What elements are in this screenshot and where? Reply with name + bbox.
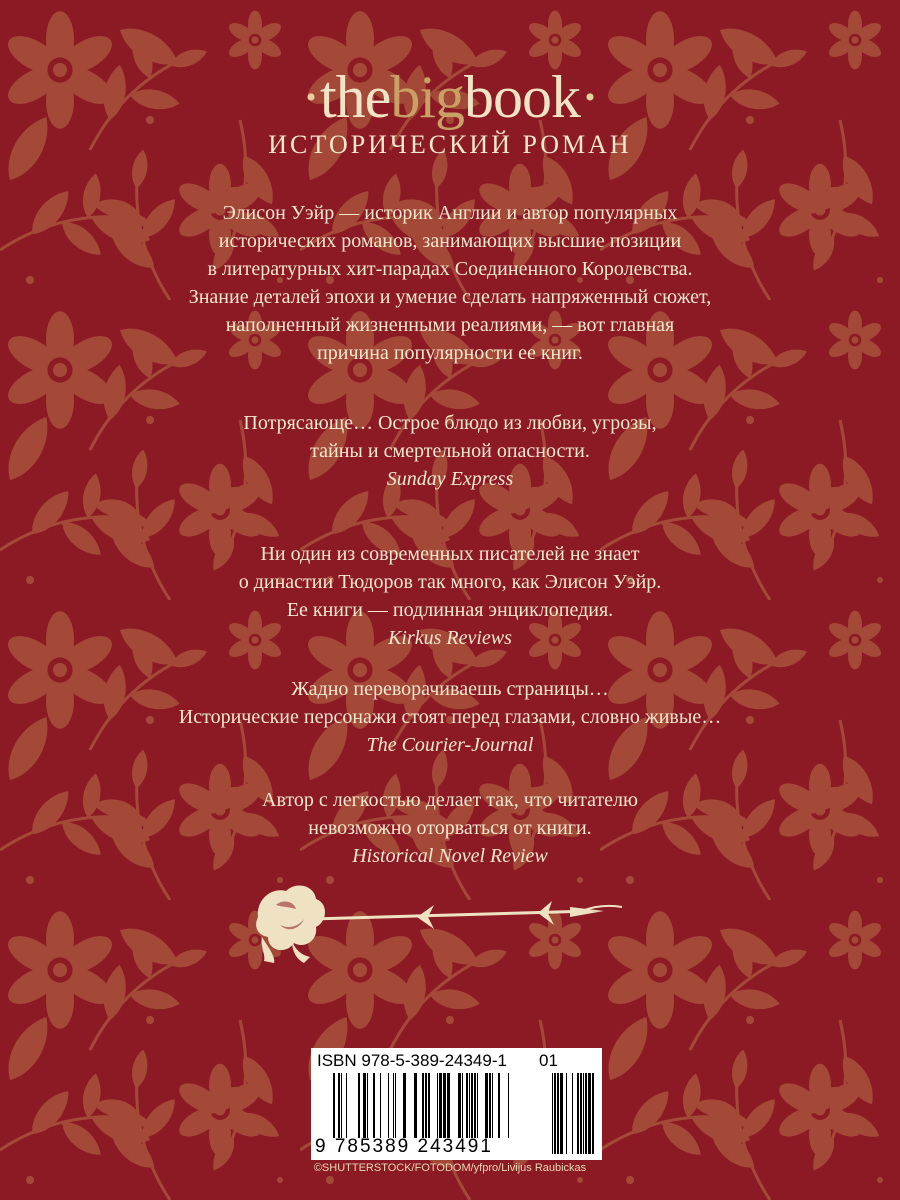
review-quote <box>150 675 750 759</box>
barcode-bar <box>338 1073 340 1138</box>
barcode-bar <box>393 1073 394 1138</box>
barcode-bar <box>341 1073 342 1138</box>
publisher-logo <box>0 62 900 132</box>
barcode-bar <box>554 1073 556 1154</box>
quote-line: тайны и смертельной опасности. <box>310 440 590 462</box>
barcode-bar <box>373 1073 375 1138</box>
barcode-bar <box>346 1073 347 1138</box>
barcode-bar <box>469 1073 470 1138</box>
barcode-bar <box>580 1073 582 1154</box>
quote-line: Ее книги — подлинная энциклопедия. <box>286 599 614 621</box>
barcode-bar <box>588 1073 591 1154</box>
barcode-bar <box>403 1073 406 1138</box>
isbn-addon: 01 <box>539 1051 558 1070</box>
barcode-bar <box>388 1073 389 1138</box>
barcode-bar <box>437 1073 438 1138</box>
author-description <box>150 199 750 367</box>
barcode-bar <box>422 1073 424 1138</box>
barcode-bar <box>395 1073 396 1138</box>
barcode-bar <box>358 1073 360 1138</box>
logo-dot-left: · <box>301 64 320 130</box>
quote-line: о династии Тюдоров так много, как Элисон Уэйр. <box>238 571 662 593</box>
quote-line: Исторические персонажи стоят перед глазами, словно живые… <box>178 706 722 728</box>
quote-line: Автор с легкостью делает так, что читателю <box>262 789 638 811</box>
barcode-bar <box>592 1073 594 1154</box>
logo-book: book <box>463 64 580 130</box>
barcode-bar <box>560 1073 563 1154</box>
quote-line: невозможно оторваться от книги. <box>308 817 592 839</box>
barcode-bar <box>466 1073 468 1138</box>
barcode-bar <box>577 1073 579 1154</box>
series-genre: ИСТОРИЧЕСКИЙ РОМАН <box>268 130 632 159</box>
barcode-bar <box>508 1073 509 1138</box>
barcode-bar <box>439 1073 442 1138</box>
about-line: Знание деталей эпохи и умение сделать напряженный сюжет, <box>188 286 712 308</box>
about-line: наполненный жизненными реалиями, — вот главная <box>225 314 675 336</box>
barcode-bar <box>492 1073 493 1138</box>
review-quote <box>150 540 750 652</box>
barcode-bar <box>428 1073 430 1138</box>
quote-line: Потрясающе… Острое блюдо из любви, угрозы, <box>243 412 657 434</box>
barcode-bar <box>471 1073 473 1138</box>
barcode-bar <box>585 1073 587 1154</box>
barcode-bar <box>498 1073 500 1138</box>
barcode-bar <box>425 1073 427 1138</box>
barcode-bar <box>485 1073 488 1138</box>
ean-digits: 9 785389 243491 <box>315 1136 493 1157</box>
quote-source: Kirkus Reviews <box>388 627 512 649</box>
barcode-bar <box>477 1073 478 1138</box>
barcode-bar <box>489 1073 491 1138</box>
barcode-bar <box>566 1073 567 1154</box>
about-line: исторических романов, занимающих высшие позиции <box>218 230 682 252</box>
about-line: причина популярности ее книг. <box>317 342 583 364</box>
quote-line: Жадно переворачиваешь страницы… <box>291 678 609 700</box>
barcode-bar <box>414 1073 417 1138</box>
logo-big: big <box>390 64 464 130</box>
review-quote <box>150 409 750 493</box>
barcode-bar <box>462 1073 463 1138</box>
about-line: Элисон Уэйр — историк Англии и автор популярных <box>222 202 678 224</box>
barcode-bar <box>572 1073 573 1154</box>
isbn-number: ISBN 978-5-389-24349-1 <box>317 1051 507 1070</box>
barcode-bar <box>363 1073 366 1138</box>
logo-the: the <box>320 64 391 130</box>
barcode-bar <box>367 1073 368 1138</box>
quote-line: Ни один из современных писателей не знает <box>260 543 640 565</box>
barcode-bar <box>458 1073 461 1138</box>
barcode-bar <box>380 1073 381 1138</box>
review-quote <box>150 786 750 870</box>
barcode-bar <box>557 1073 559 1154</box>
barcode-bar <box>474 1073 476 1138</box>
barcode-bar <box>552 1073 553 1154</box>
barcode-bar <box>583 1073 584 1154</box>
rose-branch-icon <box>252 875 624 965</box>
photo-credit: ©SHUTTERSTOCK/FOTODOM/yfpro/Livijus Raubickas <box>313 1162 587 1174</box>
logo-dot-right: · <box>579 64 599 130</box>
quote-source: Sunday Express <box>386 468 514 490</box>
barcode-bar <box>447 1073 450 1138</box>
about-line: в литературных хит-парадах Соединенного Королевства. <box>207 258 693 280</box>
barcode-bar <box>443 1073 446 1138</box>
quote-source: Historical Novel Review <box>352 845 548 867</box>
isbn-barcode <box>311 1048 602 1160</box>
quote-source: The Courier-Journal <box>366 734 534 756</box>
barcode-bar <box>333 1073 335 1138</box>
